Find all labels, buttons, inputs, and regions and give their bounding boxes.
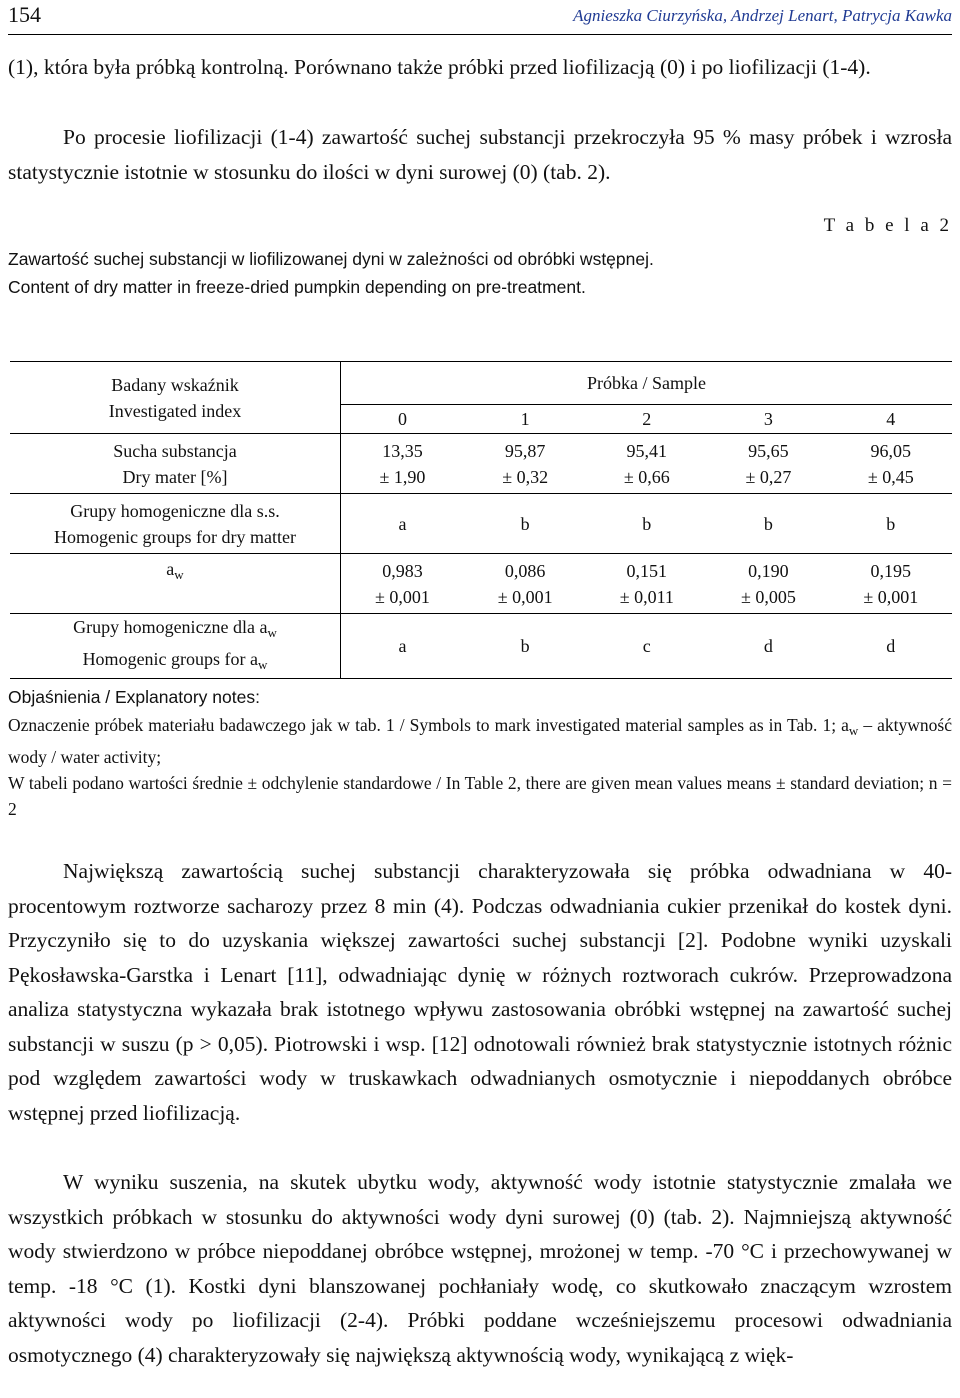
table-cell [830, 554, 952, 614]
row-label-groups-dry [10, 494, 341, 554]
notes-text: – aktywność wody / water activity; [8, 715, 952, 767]
running-authors: Agnieszka Ciurzyńska, Andrzej Lenart, Patrycja Kawka [573, 6, 952, 25]
table-cell [586, 554, 707, 614]
table-cell: b [763, 513, 773, 534]
intro-continuation: (1), która była próbką kontrolną. Porównano także próbki przed liofilizacją (0) i po liofilizacji (1-4). [8, 55, 871, 79]
table-cell [586, 434, 707, 494]
cell-sd: ± 0,011 [619, 586, 674, 607]
cell-mean: 96,05 [870, 440, 912, 461]
cell-sd: ± 0,005 [740, 586, 796, 607]
notes-title: Objaśnienia / Explanatory notes: [8, 687, 260, 707]
index-header-en: Investigated index [108, 400, 242, 421]
table-row [10, 554, 952, 614]
cell-sd: ± 0,001 [497, 586, 553, 607]
aw-subscript: w [848, 723, 859, 738]
sample-number: 0 [397, 409, 407, 429]
table-row [10, 494, 952, 554]
body-paragraph-2: W wyniku suszenia, na skutek ubytku wody, aktywność wody istotnie statystycznie zmalała we wszystkich próbkach w stosunku do aktywności wody dyni surowej (0) (tab. 2). Najmniejszą aktywność wody stwierdzono w próbce niepoddanej obróbce wstępnej, mrożonej w temp. -70 °C i przechowywanej w temp. -18 °C (1). Kostki dyni blanszowanej pochłaniały wodę, co skutkowało znaczącym wzrostem aktywności wody po liofilizacji (2-4). Próbki poddane wcześniejszemu procesowi odwadniania osmotycznego (4) charakteryzowały się największą aktywnością wody, wynikającą z więk- [8, 1170, 952, 1367]
cell-mean: 0,983 [382, 560, 423, 581]
table-row [10, 434, 952, 494]
table-cell [341, 554, 464, 614]
cell-mean: 0,086 [504, 560, 546, 581]
table-cell: a [398, 513, 407, 534]
table-cell [341, 434, 464, 494]
notes-text: Oznaczenie próbek materiału badawczego jak w tab. 1 / Symbols to mark investigated material samples as in Tab. 1; a [8, 715, 849, 735]
cell-sd: ± 0,32 [502, 466, 549, 487]
cell-sd: ± 1,90 [379, 466, 426, 487]
table-cell [464, 434, 586, 494]
table-cell: c [642, 636, 651, 656]
row-label-pl: Grupy homogeniczne dla a [73, 617, 268, 637]
table-cell [830, 434, 952, 494]
cell-sd: ± 0,001 [375, 586, 430, 607]
index-header-pl: Badany wskaźnik [111, 374, 239, 395]
sample-header: Próbka / Sample [341, 362, 953, 405]
table-cell: a [398, 636, 407, 656]
cell-mean: 0,195 [870, 560, 912, 581]
row-label-pl: Grupy homogeniczne dla s.s. [70, 500, 280, 521]
table-cell: d [886, 636, 896, 656]
table-cell [464, 554, 586, 614]
sample-number: 3 [763, 409, 773, 429]
row-label-en: Homogenic groups for a [82, 649, 259, 669]
cell-sd: ± 0,27 [745, 466, 792, 487]
aw-subscript: w [258, 657, 268, 672]
aw-subscript: w [174, 567, 184, 582]
page-number: 154 [8, 2, 41, 27]
row-label-aw [10, 554, 341, 614]
row-label-dry [10, 434, 341, 494]
cell-sd: ± 0,45 [867, 466, 914, 487]
cell-mean: 95,87 [504, 440, 546, 461]
table-caption-en: Content of dry matter in freeze-dried pumpkin depending on pre-treatment. [8, 277, 586, 297]
intro-paragraph: Po procesie liofilizacji (1-4) zawartość suchej substancji przekroczyła 95 % masy próbek i wzrosła statystycznie istotnie w stosunku do ilości w dyni surowej (0) (tab. 2). [8, 125, 952, 184]
table-row [10, 614, 952, 679]
aw-subscript: w [267, 625, 277, 640]
table-cell: b [520, 513, 530, 534]
cell-mean: 95,41 [626, 440, 668, 461]
aw-symbol: a [166, 559, 175, 579]
row-label-groups-aw [10, 614, 341, 679]
cell-mean: 13,35 [382, 440, 423, 461]
table-cell: b [520, 636, 530, 656]
cell-sd: ± 0,001 [863, 586, 919, 607]
notes-line-1 [8, 712, 952, 770]
sample-number: 4 [886, 409, 896, 429]
index-header-cell [10, 362, 341, 434]
notes-line-2: W tabeli podano wartości średnie ± odchylenie standardowe / In Table 2, there are given mean values means ± standard deviation; n = 2 [8, 773, 952, 819]
row-label-pl: Sucha substancja [113, 440, 237, 461]
row-label-en: Dry mater [%] [122, 466, 228, 487]
table-label: T a b e l a 2 [823, 215, 952, 236]
body-paragraph-1: Największą zawartością suchej substancji charakteryzowała się próbka odwadniana w 40-procentowym roztworze sacharozy przez 8 min (4). Podczas odwadniania cukier przenikał do kostek dyni. Przyczyniło się to do uzyskania większej zawartości suchej substancji [2]. Podobne wyniki uzyskali Pękosławska-Garstka i Lenart [11], odwadniając dynię w różnych roztworach cukrów. Przeprowadzona analiza statystyczna wykazała brak istotnego wpływu zastosowania obróbki wstępnej na zawartość suchej substancji w suszu (p > 0,05). Piotrowski i wsp. [12] odnotowali również brak statystycznie istotnych różnic pod względem zawartości wody w truskawkach odwadnianych osmotycznie i niepoddanych obróbce wstępnej przed liofilizacją. [8, 859, 952, 1125]
cell-mean: 95,65 [748, 440, 789, 461]
cell-sd: ± 0,66 [623, 466, 670, 487]
table-cell: b [642, 513, 652, 534]
sample-number: 1 [520, 409, 530, 429]
table-cell [707, 554, 829, 614]
running-header [8, 0, 952, 35]
notes-body [8, 712, 952, 822]
table-cell: b [886, 513, 896, 534]
cell-mean: 0,151 [626, 560, 668, 581]
row-label-en: Homogenic groups for dry matter [54, 526, 296, 547]
table-cell: d [763, 636, 773, 656]
table-caption-pl: Zawartość suchej substancji w liofilizowanej dyni w zależności od obróbki wstępnej. [8, 249, 654, 269]
table-cell [707, 434, 829, 494]
data-table [10, 361, 952, 679]
sample-number: 2 [642, 409, 652, 429]
cell-mean: 0,190 [748, 560, 789, 581]
